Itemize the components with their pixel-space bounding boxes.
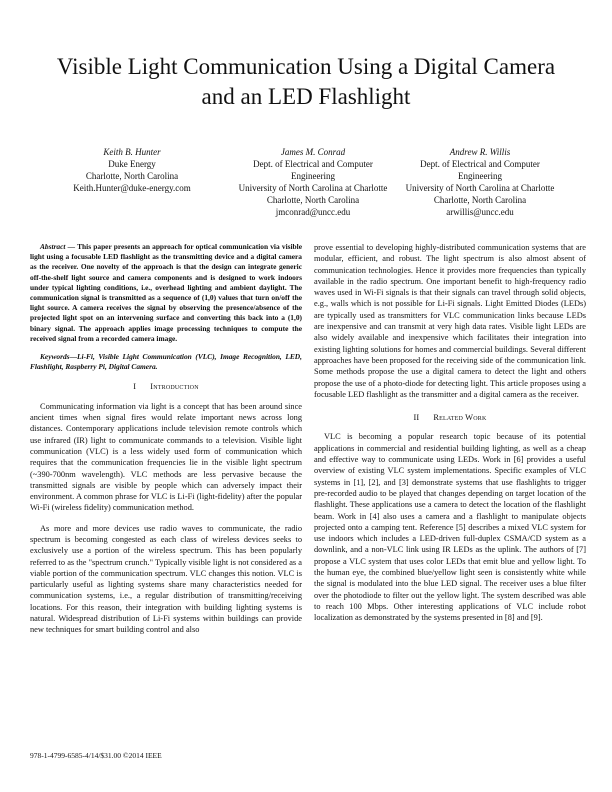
author-email: arwillis@uncc.edu xyxy=(446,207,514,217)
title-line-2: and an LED Flashlight xyxy=(201,84,411,109)
left-column xyxy=(30,242,302,636)
author-2 xyxy=(218,146,408,218)
section-number: II xyxy=(413,413,420,423)
intro-paragraph-2: As more and more devices use radio waves to communicate, the radio spectrum is becoming congested as each class of wireless devices seeks to exclusively use a portion of the wireless spectrum. This has been popularly referred to as the "spectrum crunch." Typically visible light is not considered as a viable portion of the communication spectrum. VLC changes this notion. VLC is particularly useful as lighting systems share many characteristics needed for communication systems, i.e., a regular distribution of transmitting/receiving locations. For this reason, their integration with building lighting systems is natural. Widespread distribution of Li-Fi systems within buildings can provide new techniques for smart building control and also xyxy=(30,523,302,635)
author-location: Charlotte, North Carolina xyxy=(266,195,360,205)
title-line-1: Visible Light Communication Using a Digital Camera xyxy=(56,54,556,79)
section-heading-intro xyxy=(30,381,302,392)
section-heading-related-work xyxy=(314,412,586,423)
author-affiliation: Engineering xyxy=(458,171,502,181)
section-number: I xyxy=(133,382,137,392)
author-location: Charlotte, North Carolina xyxy=(433,195,527,205)
copyright-footer: 978-1-4799-6585-4/14/$31.00 ©2014 IEEE xyxy=(30,751,162,760)
author-affiliation: Duke Energy xyxy=(108,159,156,169)
paper-title xyxy=(20,52,592,112)
related-work-paragraph: VLC is becoming a popular research topic because of its potential applications in commercial and residential building lighting, as well as a cheap and effective way to communicate using LEDs. Work in [6] provides a useful overview of existing VLC system implementations. Specific examples of VLC systems in [1], [2], and [3] demonstrate systems that use flashlights to trigger pre-recorded audio to be played that changes depending on target location of the flashlight. These applications use a camera to detect the location of the flashlight beam. Work in [4] also uses a camera and a flashlight to manipulate objects projected onto a camping tent. Reference [5] describes a mixed VLC system for use indoors which includes a LED-driven full-duplex CSMA/CD system as a downlink, and a non-VLC link using IR LEDs as the uplink. The authors of [7] propose a VLC system that uses color LEDs that emit blue and yellow light. To the human eye, the combined blue/yellow light seen is consistently white while the signal is modulated into the blue LED signal. The receiver uses a blue filter over the photodiode to filter out the yellow light. The system described was able to reach 100 Mbps. Other interesting applications of VLC include robot localization as demonstrated by the systems presented in [8] and [9]. xyxy=(314,432,586,623)
author-1 xyxy=(37,146,227,194)
right-column xyxy=(314,242,586,624)
keywords: Keywords—Li-Fi, Visible Light Communication (VLC), Image Recognition, LED, Flashlight, Raspberry Pi, Digital Camera. xyxy=(30,352,302,372)
author-affiliation: Dept. of Electrical and Computer xyxy=(420,159,540,169)
author-name: James M. Conrad xyxy=(280,147,346,157)
author-affiliation: Dept. of Electrical and Computer xyxy=(253,159,373,169)
author-email: jmconrad@uncc.edu xyxy=(275,207,351,217)
author-affiliation: University of North Carolina at Charlotte xyxy=(405,183,555,193)
intro-paragraph-1: Communicating information via light is a concept that has been around since ancient times when signal fires would relate important news across long distances. Contemporary applications include television remote controls which use infrared (IR) light to communicate commands to a television. Visible light communication (VLC) is a less widely used form of communication which requires that the communication frequencies lie in the visible light spectrum (~390-700nm wavelength). VLC methods are less pervasive because the transmitted signals are visible by people which can adversely impact their environment. A common phrase for VLC is Li-Fi (light-fidelity) after the popular Wi-Fi (wireless fidelity) communication method. xyxy=(30,401,302,513)
abstract xyxy=(30,242,302,344)
author-affiliation: University of North Carolina at Charlotte xyxy=(238,183,388,193)
author-location: Charlotte, North Carolina xyxy=(85,171,179,181)
abstract-label: Abstract xyxy=(40,242,66,251)
abstract-text: — This paper presents an approach for optical communication via visible light using a focusable LED flashlight as the transmitting device and a digital camera as the receiver. One novelty of the approach is that the design can integrate generic off-the-shelf light source and camera components and is designed to work indoors under typical lighting conditions, i.e., overhead lighting and ambient daylight. The communication signal is transmitted as a sequence of (1,0) values that turn on/off the light source. A camera receives the signal by observing the presence/absence of the projected light spot on an intervening surface and converting this back into a (1,0) binary signal. The approach applies image processing techniques to compute the received signal from a recorded camera image. xyxy=(30,242,302,343)
section-title: Related Work xyxy=(433,413,487,423)
author-email: Keith.Hunter@duke-energy.com xyxy=(73,183,191,193)
section-title: Introduction xyxy=(150,382,199,392)
author-affiliation: Engineering xyxy=(291,171,335,181)
author-name: Keith B. Hunter xyxy=(103,147,161,157)
author-name: Andrew R. Willis xyxy=(449,147,511,157)
intro-paragraph-continued: prove essential to developing highly-distributed communication systems that are modular, efficient, and robust. The light spectrum is also almost absent of communication technologies. Hence it provides more frequencies than typically available in the radio spectrum. One important benefit to high-frequency radio waves used in Wi-Fi signals is that their signals can travel through solid objects, e.g., walls which is not possible for Li-Fi signals. Light Emitted Diodes (LEDs) are typically used as transmitters for VLC communication links because LEDs are inexpensive and can transmit at very high data rates. Visible light LEDs are also widely available and inexpensive which facilitates their integration into existing lighting solutions for homes and commercial buildings. Several different approaches have been proposed for the receiving side of the communication link. Some methods propose the use a digital camera to detect the light and others propose the use of a photo-diode for detecting light. This article proposes using a focusable LED flashlight as the transmitter and a digital camera as the receiver. xyxy=(314,243,586,399)
author-3 xyxy=(385,146,575,218)
